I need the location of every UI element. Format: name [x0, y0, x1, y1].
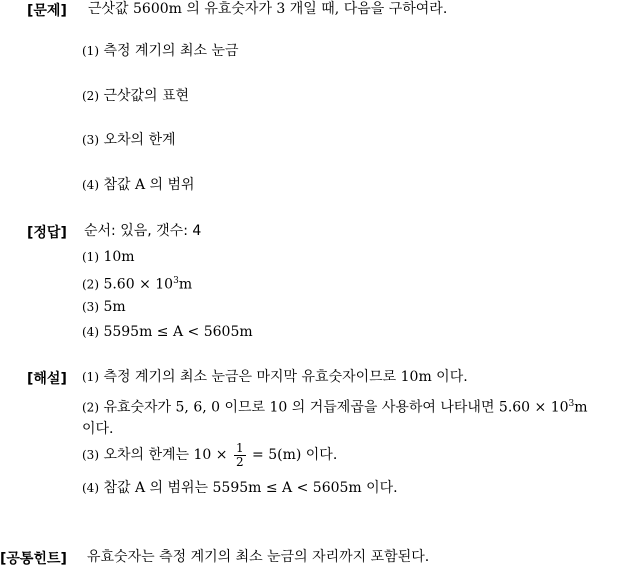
problem-item-text: 근삿값의 표현 — [103, 88, 190, 104]
problem-statement: 근삿값 5600m 의 유효숫자가 3 개일 때, 다음을 구하여라. — [88, 1, 448, 17]
solution-number: (2) — [82, 400, 99, 415]
fraction-denominator: 2 — [235, 454, 244, 469]
hint-text: 유효숫자는 측정 계기의 최소 눈금의 자리까지 포함된다. — [87, 549, 430, 565]
answer-exponent: 3 — [173, 276, 179, 286]
solution-number: (1) — [82, 370, 99, 384]
fraction-one-half — [234, 442, 246, 469]
answer-item-number: (2) — [82, 277, 99, 292]
solution-line-2b: 이다. — [82, 421, 114, 437]
solution-line-4 — [82, 479, 398, 497]
problem-item-3 — [82, 131, 176, 149]
solution-label: [해설] — [27, 371, 67, 387]
solution-text: 측정 계기의 최소 눈금은 마지막 유효숫자이므로 10m 이다. — [103, 369, 468, 385]
solution-text-tail: = 5(m) 이다. — [252, 447, 338, 463]
fraction-numerator: 1 — [235, 440, 244, 455]
answer-item-2 — [82, 272, 192, 294]
answer-item-text: 10m — [103, 249, 135, 265]
problem-item-number: (4) — [82, 178, 99, 192]
answer-unit: m — [178, 276, 193, 293]
problem-item-text: 측정 계기의 최소 눈금 — [103, 43, 239, 59]
solution-line-3 — [82, 440, 337, 470]
solution-exponent: 3 — [568, 399, 575, 409]
answer-item-3 — [82, 298, 126, 316]
problem-item-4 — [82, 176, 195, 194]
problem-item-text: 참값 A 의 범위 — [103, 177, 195, 193]
solution-line-1 — [82, 368, 468, 386]
problem-item-number: (2) — [82, 89, 99, 103]
solution-text: 참값 A 의 범위는 5595m ≤ A < 5605m 이다. — [103, 480, 398, 496]
solution-text: 유효숫자가 5, 6, 0 이므로 10 의 거듭제곱을 사용하여 나타내면 5.60 × 10 — [103, 399, 569, 416]
answer-item-text: 5m — [103, 299, 126, 315]
problem-item-text: 오차의 한계 — [103, 132, 176, 148]
problem-label: [문제] — [27, 3, 67, 19]
answer-item-number: (4) — [82, 325, 99, 339]
solution-number: (4) — [82, 481, 99, 495]
hint-label: [공통힌트] — [0, 551, 67, 567]
problem-item-2 — [82, 87, 189, 105]
problem-item-1 — [82, 42, 239, 60]
solution-unit: m — [574, 399, 588, 416]
problem-item-number: (1) — [82, 44, 99, 58]
solution-text: 오차의 한계는 10 × — [103, 447, 228, 463]
solution-line-2 — [82, 395, 588, 417]
answer-header: 순서: 있음, 갯수: 4 — [84, 223, 202, 239]
answer-label: [정답] — [27, 225, 67, 241]
answer-item-1 — [82, 248, 135, 266]
solution-number: (3) — [82, 448, 99, 462]
answer-item-text: 5.60 × 10 — [103, 276, 174, 293]
problem-item-number: (3) — [82, 133, 99, 147]
answer-item-text: 5595m ≤ A < 5605m — [103, 324, 253, 340]
answer-item-4 — [82, 323, 253, 341]
answer-item-number: (1) — [82, 250, 99, 264]
answer-item-number: (3) — [82, 300, 99, 314]
